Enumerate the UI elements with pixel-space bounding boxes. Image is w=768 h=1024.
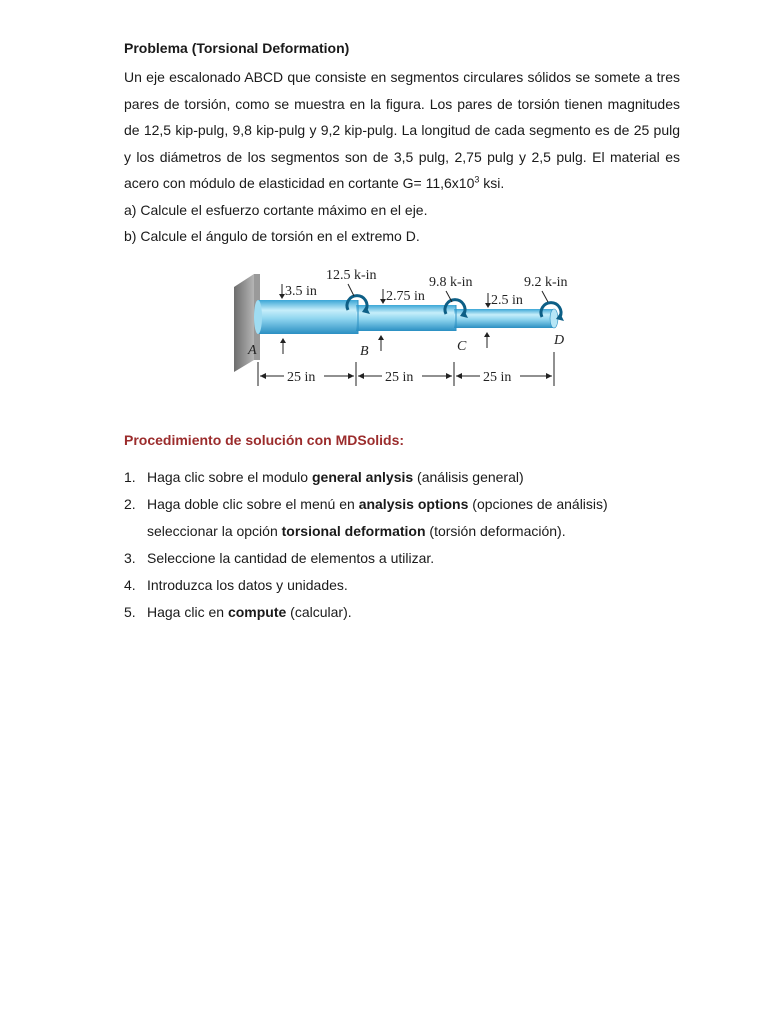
point-label-c: C bbox=[457, 338, 467, 354]
segment-cd bbox=[454, 309, 554, 328]
point-label-a: A bbox=[248, 342, 257, 358]
length-label-cd: 25 in bbox=[483, 369, 512, 385]
statement-unit: ksi. bbox=[479, 175, 505, 191]
diameter-label-ab: 3.5 in bbox=[285, 283, 317, 299]
length-label-bc: 25 in bbox=[385, 369, 414, 385]
procedure-title: Procedimiento de solución con MDSolids: bbox=[124, 431, 405, 448]
step-4: 4. Introduzca los datos y unidades. bbox=[124, 576, 348, 593]
torque-label-b: 12.5 k-in bbox=[326, 267, 377, 283]
segment-ab bbox=[258, 300, 358, 334]
exponent: 3 bbox=[474, 174, 480, 185]
shaft-end-a bbox=[254, 300, 262, 334]
point-label-b: B bbox=[360, 343, 369, 359]
diameter-label-cd: 2.5 in bbox=[491, 292, 523, 308]
document-page bbox=[124, 38, 680, 626]
torque-label-d: 9.2 k-in bbox=[524, 274, 568, 290]
point-label-d: D bbox=[554, 332, 565, 348]
statement-text: Un eje escalonado ABCD que consiste en segmentos circulares sólidos se somete a tres pares de torsión, como se muestra en la figura. Los pares de torsión tienen magnitudes de 12,5 kip-pulg, 9,8 kip-pulg y 9,2 kip-pulg. La longitud de cada segmento es de 25 pulg y los diámetros de los segmentos son de 3,5 pulg, 2,75 pulg y 2,5 pulg. El material es acero con módulo de elasticidad en cortante G= 11,6x10 bbox=[124, 69, 680, 191]
step-2: 2. Haga doble clic sobre el menú en analysis options (opciones de análisis) seleccionar la opción torsional deformation (torsión deformación). bbox=[124, 495, 608, 539]
problem-statement bbox=[124, 64, 680, 197]
segment-bc bbox=[356, 305, 456, 331]
shaft-diagram bbox=[224, 262, 584, 402]
diameter-label-bc: 2.75 in bbox=[386, 288, 425, 304]
step-3: 3. Seleccione la cantidad de elementos a utilizar. bbox=[124, 549, 435, 566]
procedure-steps bbox=[124, 464, 680, 626]
length-label-ab: 25 in bbox=[287, 369, 316, 385]
question-b: b) Calcule el ángulo de torsión en el extremo D. bbox=[124, 228, 420, 244]
problem-title: Problema (Torsional Deformation) bbox=[124, 40, 350, 56]
question-a: a) Calcule el esfuerzo cortante máximo en el eje. bbox=[124, 201, 428, 218]
step-5: 5. Haga clic en compute (calcular). bbox=[124, 603, 352, 620]
torque-label-c: 9.8 k-in bbox=[429, 274, 473, 290]
step-1: 1. Haga clic sobre el modulo general anlysis (análisis general) bbox=[124, 468, 524, 485]
shaft-figure bbox=[124, 262, 680, 402]
